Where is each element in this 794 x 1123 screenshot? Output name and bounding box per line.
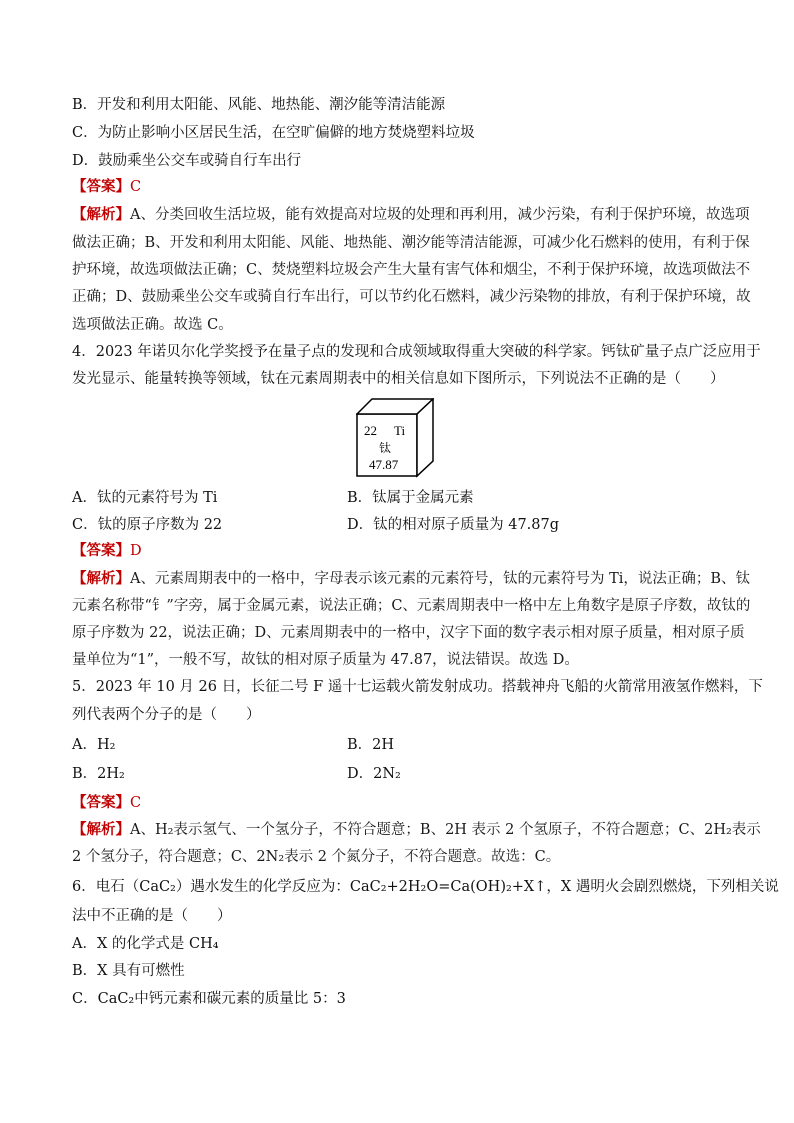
- analysis-tag: 【解析】: [72, 570, 130, 587]
- q4-option-c: C．钛的原子序数为 22: [72, 517, 223, 533]
- q5-option-b: B．2H: [347, 737, 395, 753]
- q3-option-b: B．开发和利用太阳能、风能、地热能、潮汐能等清洁能源: [72, 97, 446, 113]
- atomic-mass: 47.87: [369, 457, 399, 472]
- q3-analysis-line-1: 【解析】A、分类回收生活垃圾，能有效提高对垃圾的处理和再利用，减少污染，有利于保护环境，故选项: [72, 206, 750, 223]
- q4-analysis-line-1: 【解析】A、元素周期表中的一格中，字母表示该元素的元素符号，钛的元素符号为 Ti，说法正确；B、钛: [72, 570, 751, 587]
- answer-value: C: [130, 795, 142, 811]
- q5-stem-line-2: 列代表两个分子的是（ ）: [72, 707, 261, 723]
- q6-option-a: A．X 的化学式是 CH₄: [72, 936, 219, 952]
- q5-stem-line-1: 5．2023 年 10 月 26 日，长征二号 F 遥十七运载火箭发射成功。搭载神舟飞船的火箭常用液氢作燃料，下: [72, 679, 763, 695]
- q4-answer: [72, 541, 142, 561]
- q4-option-b: B．钛属于金属元素: [347, 490, 474, 506]
- q4-stem-line-2: 发光显示、能量转换等领域，钛在元素周期表中的相关信息如下图所示，下列说法不正确的是（ ）: [72, 371, 725, 387]
- q4-option-a: A．钛的元素符号为 Ti: [72, 490, 218, 506]
- q6-stem-line-2: 法中不正确的是（ ）: [72, 908, 232, 924]
- q5-analysis-line-1: 【解析】A、H₂表示氢气、一个氢分子，不符合题意；B、2H 表示 2 个氢原子，不符合题意；C、2H₂表示: [72, 821, 761, 838]
- analysis-tag: 【解析】: [72, 206, 130, 223]
- q4-analysis-line-3: 原子序数为 22，说法正确；D、元素周期表中的一格中，汉字下面的数字表示相对原子质量，相对原子质: [72, 625, 745, 641]
- answer-tag: 【答案】: [72, 542, 130, 559]
- q3-analysis-line-4: 正确；D、鼓励乘坐公交车或骑自行车出行，可以节约化石燃料，减少污染物的排放，有利于保护环境，故: [72, 289, 751, 305]
- q5-answer: [72, 793, 141, 813]
- q3-analysis-line-2: 做法正确；B、开发和利用太阳能、风能、地热能、潮汐能等清洁能源，可减少化石燃料的使用，有利于保: [72, 235, 750, 251]
- q3-option-d: D．鼓励乘坐公交车或骑自行车出行: [72, 153, 302, 169]
- answer-tag: 【答案】: [72, 794, 130, 811]
- q6-stem-line-1: 6．电石（CaC₂）遇水发生的化学反应为：CaC₂+2H₂O=Ca(OH)₂+X↑，X 遇明火会剧烈燃烧，下列相关说: [72, 879, 779, 895]
- q3-option-c: C．为防止影响小区居民生活，在空旷偏僻的地方焚烧塑料垃圾: [72, 125, 475, 141]
- q3-analysis-line-3: 护环境，故选项做法正确；C、焚烧塑料垃圾会产生大量有害气体和烟尘，不利于保护环境，故选项做法不: [72, 262, 751, 278]
- q4-option-d: D．钛的相对原子质量为 47.87g: [347, 517, 560, 533]
- q6-option-b: B．X 具有可燃性: [72, 963, 185, 979]
- q4-analysis-line-4: 量单位为“1”，一般不写，故钛的相对原子质量为 47.87，说法错误。故选 D。: [72, 652, 579, 668]
- answer-tag: 【答案】: [72, 178, 130, 195]
- element-name: 钛: [379, 441, 392, 455]
- answer-value: D: [130, 543, 142, 559]
- atomic-number: 22: [364, 423, 377, 438]
- q5-analysis-line-2: 2 个氢分子，符合题意；C、2N₂表示 2 个氮分子，不符合题意。故选：C。: [72, 849, 561, 865]
- q4-stem-line-1: 4．2023 年诺贝尔化学奖授予在量子点的发现和合成领域取得重大突破的科学家。钙钛矿量子点广泛应用于: [72, 344, 761, 360]
- answer-value: C: [130, 179, 142, 195]
- q4-analysis-line-2: 元素名称带“钅”字旁，属于金属元素，说法正确；C、元素周期表中一格中左上角数字是原子序数，故钛的: [72, 598, 751, 614]
- q5-option-c: B．2H₂: [72, 766, 125, 782]
- q5-option-a: A．H₂: [72, 737, 116, 753]
- q5-option-d: D．2N₂: [347, 766, 401, 782]
- element-tile: [356, 398, 434, 478]
- q3-answer: [72, 177, 141, 197]
- element-symbol: Ti: [394, 423, 406, 438]
- q3-analysis-line-5: 选项做法正确。故选 C。: [72, 317, 233, 333]
- analysis-tag: 【解析】: [72, 821, 130, 838]
- q6-option-c: C．CaC₂中钙元素和碳元素的质量比 5：3: [72, 991, 346, 1007]
